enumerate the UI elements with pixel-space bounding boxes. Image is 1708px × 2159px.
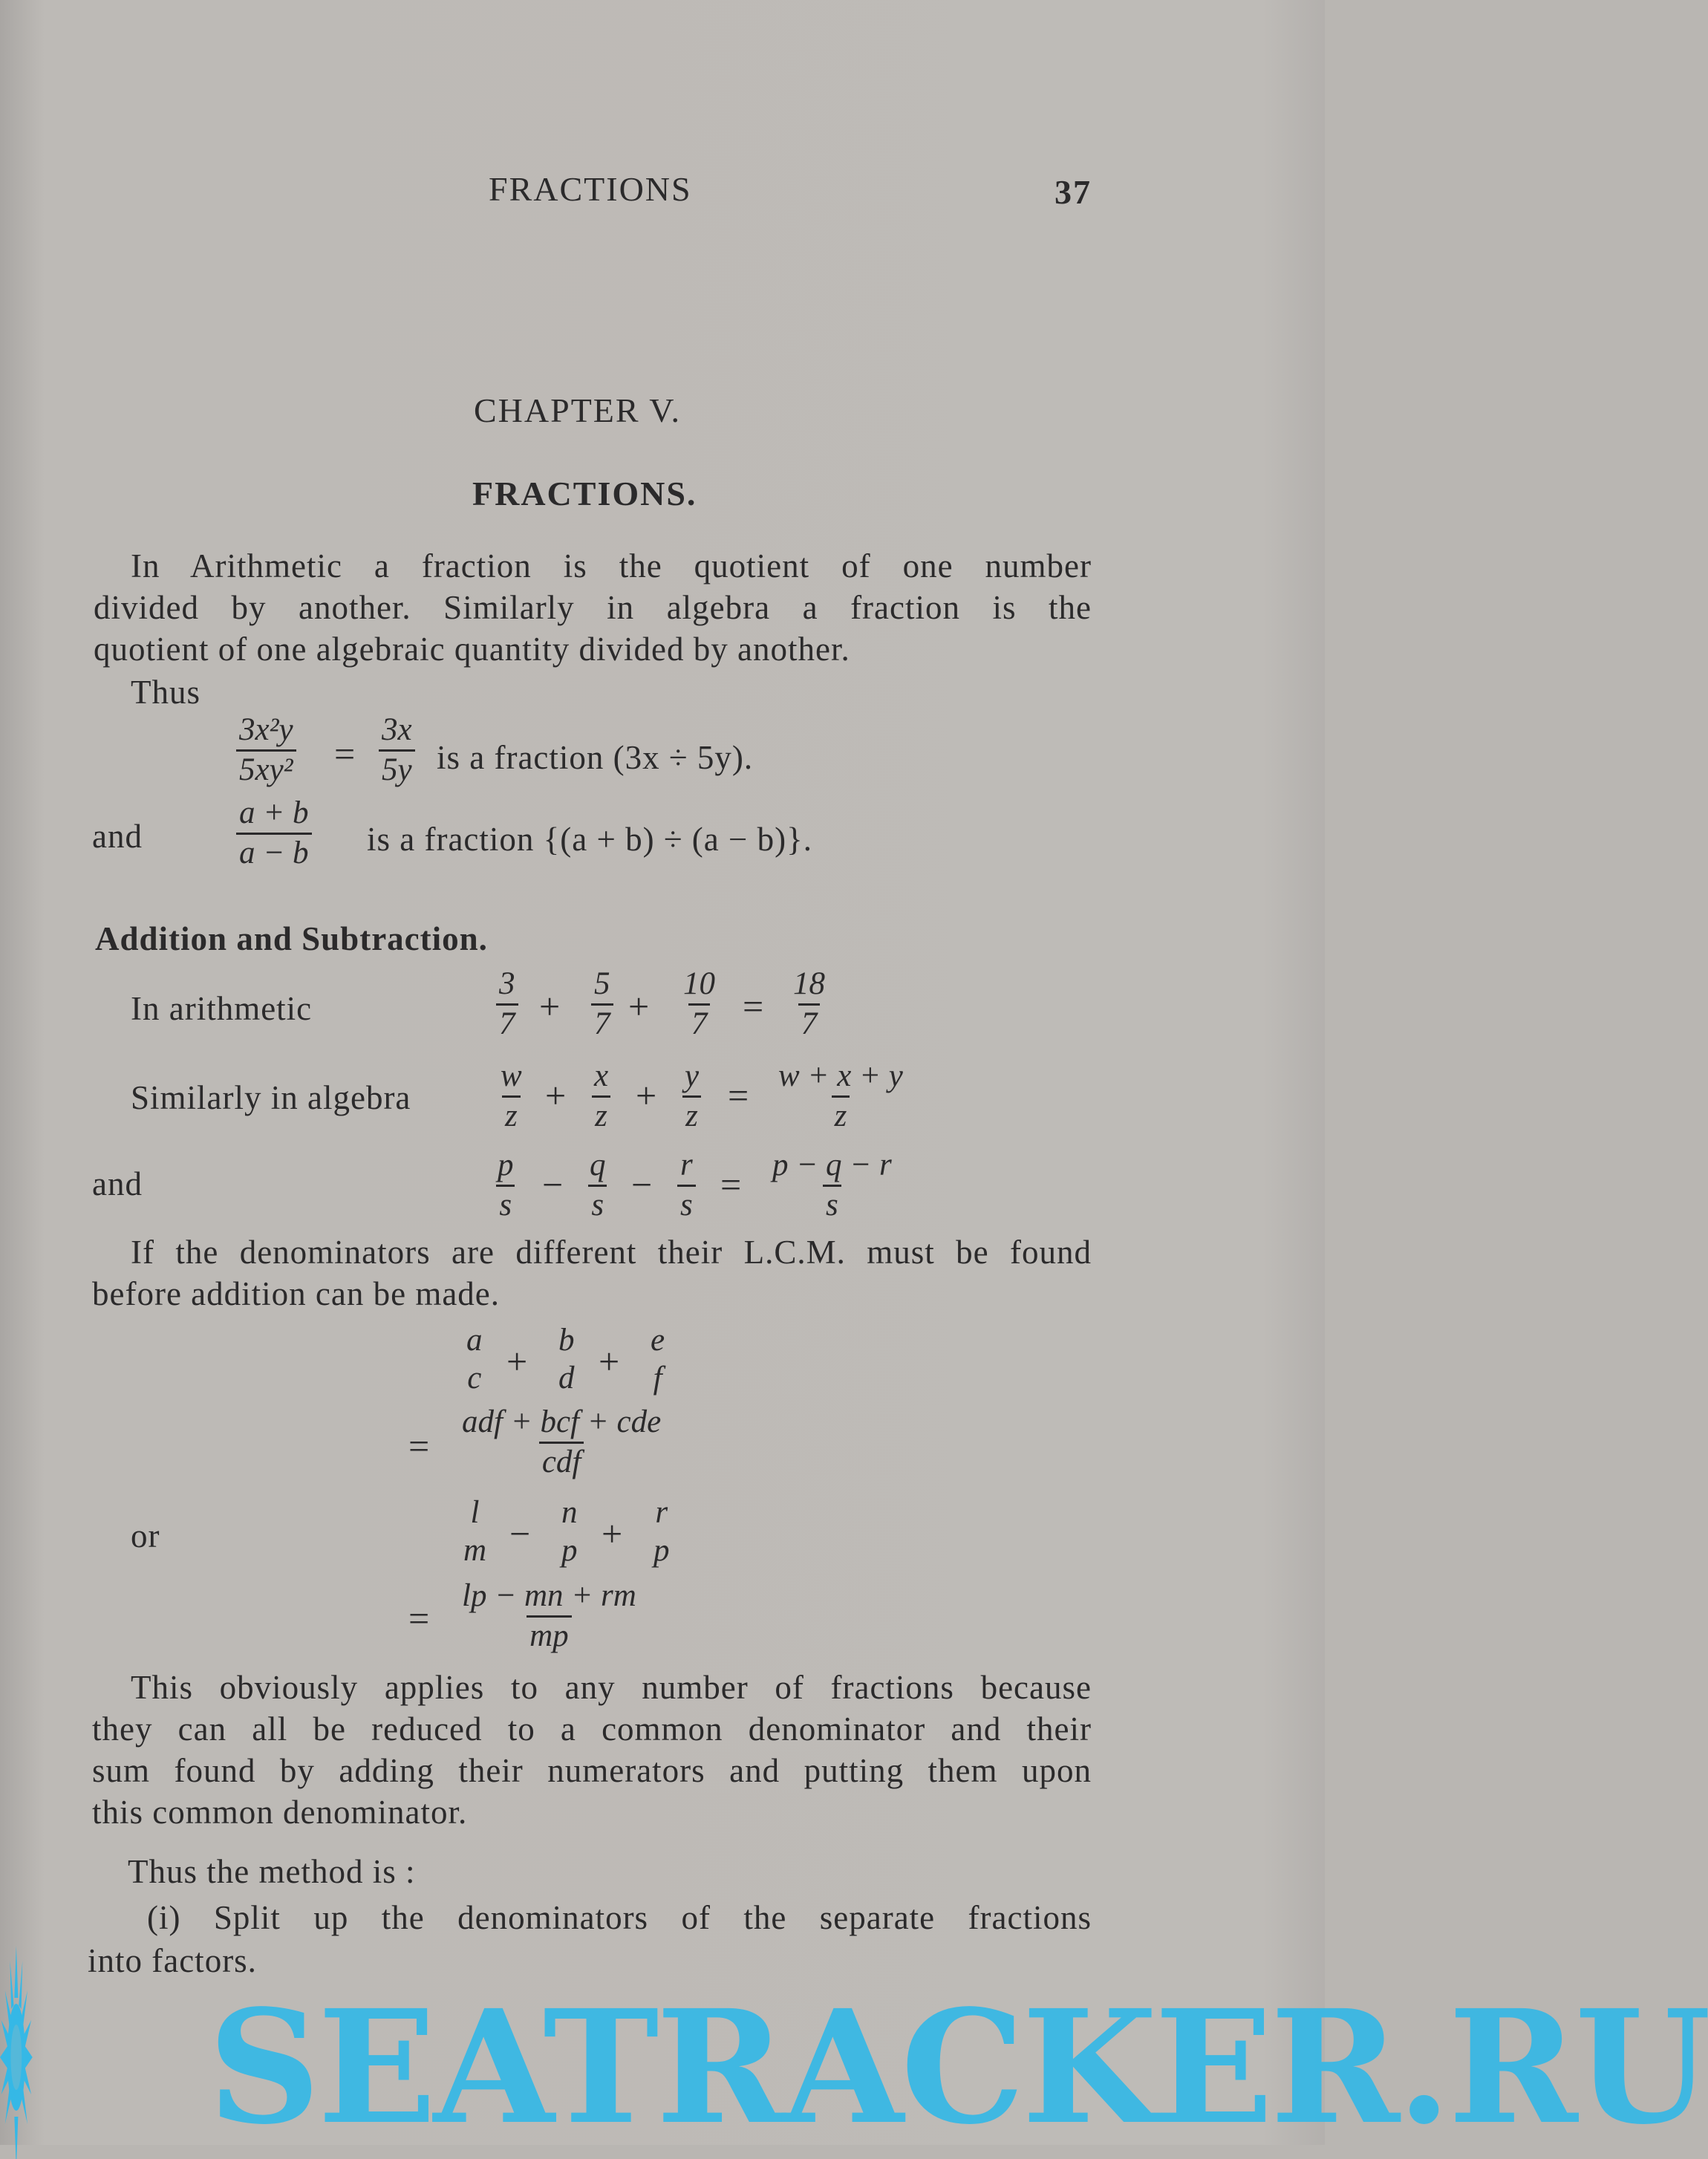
fraction-denominator: s (588, 1185, 607, 1222)
fraction-numerator: 18 (793, 966, 825, 1001)
conclusion-line-2: they can all be reduced to a common denominator and their (92, 1710, 1092, 1748)
fraction-numerator: r (680, 1147, 693, 1182)
fraction-3x-over-5y (379, 713, 415, 787)
plus-sign: + (628, 986, 650, 1027)
fraction-denominator: f (653, 1361, 662, 1396)
fraction-numerator: a + b (239, 795, 309, 830)
fraction-denominator: s (496, 1185, 515, 1222)
fraction-numerator: 3 (499, 966, 515, 1001)
fraction-denominator: 7 (591, 1003, 613, 1041)
fraction-adf-bcf-cde-over-cdf (459, 1405, 664, 1479)
fraction-numerator: y (685, 1058, 700, 1093)
equals-sign: = (743, 986, 764, 1027)
equals-sign: = (728, 1075, 749, 1116)
fraction-denominator: 5xy² (236, 749, 296, 787)
fraction-3-over-7 (496, 967, 518, 1041)
fraction-a-plus-b-over-a-minus-b (236, 796, 312, 870)
fraction-r-over-p (651, 1496, 673, 1567)
intro-line-3: quotient of one algebraic quantity divided by another. (94, 631, 850, 668)
conclusion-line-4: this common denominator. (92, 1794, 468, 1831)
fraction-r-over-s (677, 1148, 696, 1222)
minus-sign: − (542, 1164, 564, 1205)
watermark-text: SEATRACKER.RU (208, 1976, 1708, 2159)
fraction-numerator: r (655, 1495, 668, 1530)
fraction-a-over-c (463, 1323, 486, 1395)
method-step1-line1: (i) Split up the denominators of the separate fractions (147, 1899, 1092, 1936)
method-intro: Thus the method is : (128, 1853, 416, 1890)
fraction-denominator: p (653, 1533, 670, 1569)
fraction-denominator: z (682, 1095, 701, 1133)
fraction-denominator: z (592, 1095, 610, 1133)
fraction-p-minus-q-minus-r-over-s (769, 1148, 895, 1222)
fraction-18-over-7 (790, 967, 828, 1041)
fraction-denominator: c (467, 1361, 482, 1396)
fraction-denominator: d (558, 1361, 575, 1396)
plus-sign: + (545, 1075, 567, 1116)
fraction-numerator: lp − mn + rm (462, 1578, 636, 1613)
fraction-numerator: w (501, 1058, 522, 1093)
fraction-numerator: p (498, 1147, 514, 1182)
fraction-p-over-s (495, 1148, 517, 1222)
fraction-b-over-d (555, 1323, 578, 1395)
fraction-5-over-7 (591, 967, 613, 1041)
fraction-w-plus-x-plus-y-over-z (775, 1059, 906, 1133)
lcm-or: or (131, 1517, 160, 1554)
page-number: 37 (1055, 173, 1092, 211)
plus-sign: + (599, 1341, 620, 1382)
fraction-denominator: 5y (379, 749, 415, 787)
fraction-numerator: x (594, 1058, 609, 1093)
equals-sign: = (408, 1598, 430, 1639)
fraction-e-over-f (648, 1323, 668, 1395)
running-title: FRACTIONS (489, 170, 692, 208)
section-heading: Addition and Subtraction. (95, 920, 488, 957)
lcm-line-1: If the denominators are different their L.C.M. must be found (131, 1234, 1092, 1271)
example2-text: is a fraction {(a + b) ÷ (a − b)}. (367, 821, 812, 858)
plus-sign: + (636, 1075, 657, 1116)
intro-line-1: In Arithmetic a fraction is the quotient of one number (131, 547, 1092, 584)
plus-sign: + (539, 986, 561, 1027)
example2-and: and (92, 818, 143, 855)
lcm-line-2: before addition can be made. (92, 1275, 501, 1312)
chapter-label: CHAPTER V. (474, 391, 682, 429)
fraction-w-over-z (498, 1059, 525, 1133)
fraction-numerator: b (558, 1323, 575, 1358)
arith-label: In arithmetic (131, 990, 313, 1027)
minus-sign: − (631, 1164, 653, 1205)
fraction-3x2y-over-5xy2 (236, 713, 296, 787)
fraction-q-over-s (587, 1148, 609, 1222)
fraction-lp-mn-rm-over-mp (459, 1579, 639, 1652)
fraction-n-over-p (558, 1496, 581, 1567)
fraction-denominator: 7 (798, 1003, 821, 1041)
equals-sign: = (720, 1164, 742, 1205)
chapter-title: FRACTIONS. (472, 475, 697, 512)
fraction-numerator: adf + bcf + cde (462, 1404, 662, 1439)
fraction-numerator: e (651, 1323, 665, 1358)
fraction-denominator: mp (527, 1615, 572, 1652)
fraction-x-over-z (591, 1059, 611, 1133)
fraction-denominator: s (677, 1185, 696, 1222)
fraction-numerator: 10 (683, 966, 715, 1001)
fraction-numerator: l (470, 1495, 480, 1530)
fraction-denominator: z (832, 1095, 850, 1133)
fraction-denominator: 7 (688, 1003, 711, 1041)
minus-sign: − (509, 1513, 531, 1554)
fraction-numerator: n (561, 1495, 578, 1530)
conclusion-line-3: sum found by adding their numerators and putting them upon (92, 1752, 1092, 1789)
plus-sign: + (602, 1513, 623, 1554)
fraction-denominator: 7 (496, 1003, 518, 1041)
fraction-10-over-7 (680, 967, 718, 1041)
equals-sign: = (334, 733, 356, 775)
fraction-numerator: 3x (382, 712, 412, 747)
intro-line-2: divided by another. Similarly in algebra a fraction is the (94, 589, 1092, 626)
fraction-numerator: q (590, 1147, 606, 1182)
fraction-denominator: a − b (236, 833, 312, 870)
example1-text: is a fraction (3x ÷ 5y). (437, 739, 754, 776)
plus-sign: + (506, 1341, 528, 1382)
fraction-numerator: p − q − r (772, 1147, 892, 1182)
alg2-label: and (92, 1165, 143, 1202)
fraction-denominator: z (502, 1095, 521, 1133)
alg1-label: Similarly in algebra (131, 1079, 411, 1116)
fraction-numerator: w + x + y (778, 1058, 903, 1093)
method-step1-line2: into factors. (88, 1942, 257, 1979)
fraction-denominator: p (561, 1533, 578, 1569)
watermark-sun-icon (0, 1946, 223, 2145)
conclusion-line-1: This obviously applies to any number of fractions because (131, 1669, 1092, 1706)
equals-sign: = (408, 1425, 430, 1467)
fraction-numerator: a (466, 1323, 483, 1358)
fraction-numerator: 5 (594, 966, 610, 1001)
fraction-numerator: 3x²y (239, 712, 293, 747)
fraction-l-over-m (460, 1496, 489, 1567)
fraction-denominator: m (463, 1533, 487, 1569)
fraction-denominator: cdf (539, 1442, 584, 1479)
fraction-denominator: s (823, 1185, 841, 1222)
fraction-y-over-z (682, 1059, 702, 1133)
intro-thus: Thus (131, 674, 201, 711)
